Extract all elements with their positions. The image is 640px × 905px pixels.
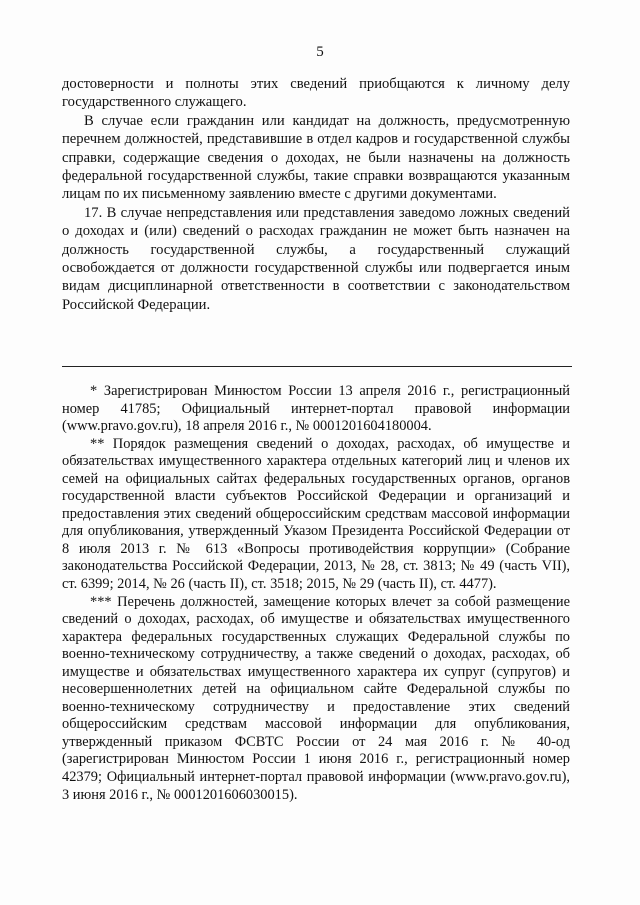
footnote-divider bbox=[62, 366, 572, 367]
page-number: 5 bbox=[316, 44, 324, 60]
paragraph-17: 17. В случае непредставления или представления заведомо ложных сведений о доходах и (или) сведений о расходах гражданин не может быть назначен на должность государственной службы, а государственный служащий освобождается от должности государственной службы или подвергается иным видам дисциплинарной ответственности в соответствии с законодательством Российской Федерации. bbox=[62, 204, 570, 313]
footnote-2: ** Порядок размещения сведений о доходах, расходах, об имуществе и обязательствах имущественного характера отдельных категорий лиц и членов их семей на официальных сайтах федеральных государственных органов, органов государственной власти субъектов Российской Федерации и организаций и предоставления этих сведений общероссийским средствам массовой информации для опубликования, утвержденный Указом Президента Российской Федерации от 8 июля 2013 г. № 613 «Вопросы противодействия коррупции» (Собрание законодательства Российской Федерации, 2013, № 28, ст. 3813; № 49 (часть VII), ст. 6399; 2014, № 26 (часть II), ст. 3518; 2015, № 29 (часть II), ст. 4477). bbox=[62, 435, 570, 593]
paragraph-continued: достоверности и полноты этих сведений приобщаются к личному делу государственного служащего. bbox=[62, 76, 570, 111]
footnote-3: *** Перечень должностей, замещение которых влечет за собой размещение сведений о доходах, расходах, об имуществе и обязательствах имущественного характера федеральных государственных служащих Федеральной службы по военно-техническому сотрудничеству, а также сведений о доходах, расходах, об имуществе и обязательствах имущественного характера их супруг (супругов) и несовершеннолетних детей на официальном сайте Федеральной службы по военно-техническому сотрудничеству и предоставление этих сведений общероссийским средствам массовой информации для опубликования, утвержденный приказом ФСВТС России от 24 мая 2016 г. № 40-од (зарегистрирован Минюстом России 1 июня 2016 г., регистрационный номер 42379; Официальный интернет-портал правовой информации (www.pravo.gov.ru), 3 июня 2016 г., № 0001201606030015). bbox=[62, 593, 570, 803]
main-text bbox=[62, 75, 570, 314]
footnotes bbox=[62, 383, 570, 804]
paragraph-return-of-documents: В случае если гражданин или кандидат на должность, предусмотренную перечнем должностей, представившие в отдел кадров и государственной службы справки, содержащие сведения о доходах, не были назначены на должность федеральной государственной службы, такие справки возвращаются указанным лицам по их письменному заявлению вместе с другими документами. bbox=[62, 112, 570, 203]
footnote-1: * Зарегистрирован Минюстом России 13 апреля 2016 г., регистрационный номер 41785; Официальный интернет-портал правовой информации (www.pravo.gov.ru), 18 апреля 2016 г., № 0001201604180004. bbox=[62, 383, 570, 435]
